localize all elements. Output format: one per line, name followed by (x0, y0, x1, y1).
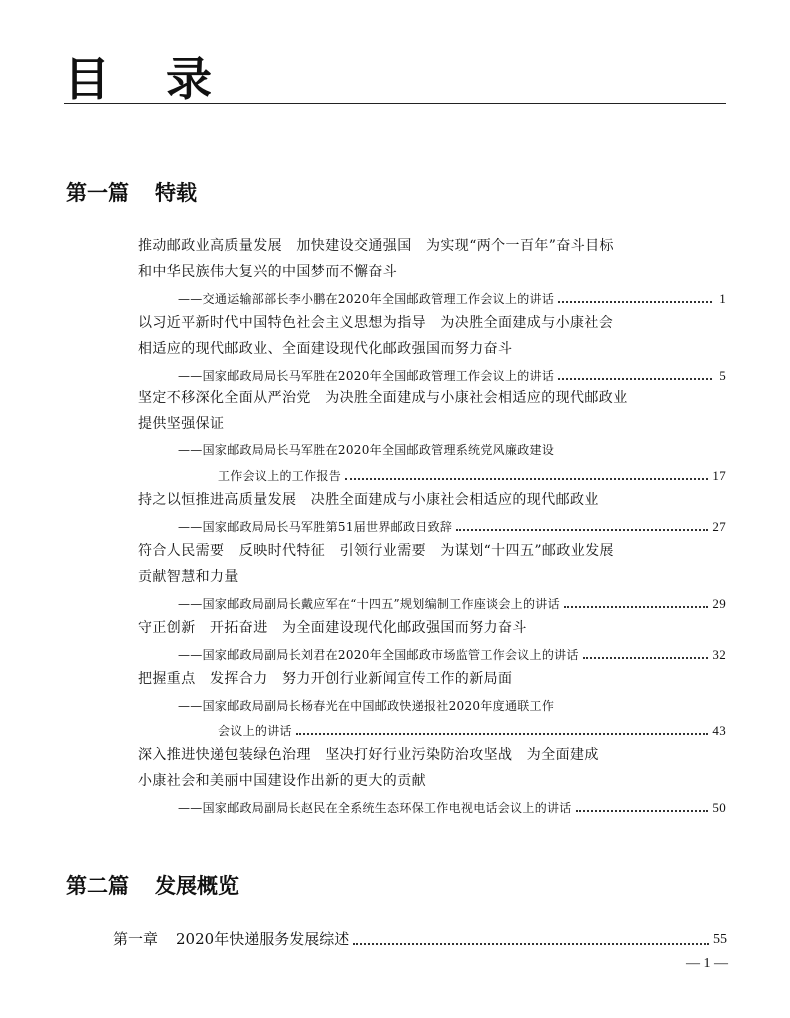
entry-author-line[interactable] (178, 289, 726, 305)
dot-leader (345, 478, 708, 480)
entry-title-line[interactable]: 贡献智慧和力量 (138, 569, 239, 585)
entry-author-line[interactable] (178, 696, 726, 712)
entry-title-line[interactable]: 符合人民需要 反映时代特征 引领行业需要 为谋划“十四五”邮政业发展 (138, 543, 614, 559)
author-text: ——国家邮政局副局长赵民在全系统生态环保工作电视电话会议上的讲话 (178, 801, 572, 815)
entry-author-line[interactable] (218, 721, 726, 737)
section-label: 第二篇 (66, 874, 129, 898)
entry-title-line[interactable]: 小康社会和美丽中国建设作出新的更大的贡献 (138, 773, 426, 789)
chapter-entry[interactable] (113, 929, 727, 947)
entry-title-line[interactable]: 以习近平新时代中国特色社会主义思想为指导 为决胜全面建成与小康社会 (138, 315, 614, 331)
page-number: 1 (719, 291, 726, 306)
page-title: 目 录 (64, 52, 233, 106)
entry-title-line[interactable]: 提供坚强保证 (138, 416, 225, 432)
section-title-2 (66, 876, 239, 897)
author-text: ——国家邮政局局长马军胜第51届世界邮政日致辞 (178, 520, 453, 534)
author-text: ——国家邮政局局长马军胜在2020年全国邮政管理系统党风廉政建设 (178, 443, 555, 457)
author-text: 会议上的讲话 (218, 724, 292, 738)
dot-leader (576, 810, 709, 812)
page-number: 5 (719, 368, 726, 383)
dot-leader (456, 529, 708, 531)
page-number: 55 (713, 932, 727, 947)
page-number: 32 (712, 647, 726, 662)
author-text: 工作会议上的工作报告 (218, 469, 342, 483)
entry-title-line[interactable]: 坚定不移深化全面从严治党 为决胜全面建成与小康社会相适应的现代邮政业 (138, 390, 628, 406)
author-text: ——国家邮政局局长马军胜在2020年全国邮政管理工作会议上的讲话 (178, 369, 555, 383)
page-number: 29 (712, 596, 726, 611)
entry-title-line[interactable]: 相适应的现代邮政业、全面建设现代化邮政强国而努力奋斗 (138, 341, 513, 357)
entry-author-line[interactable] (178, 440, 726, 456)
entry-title-line[interactable]: 守正创新 开拓奋进 为全面建设现代化邮政强国而努力奋斗 (138, 620, 527, 636)
entry-author-line[interactable] (178, 366, 726, 382)
author-text: ——交通运输部部长李小鹏在2020年全国邮政管理工作会议上的讲话 (178, 292, 555, 306)
chapter-name: 2020年快递服务发展综述 (176, 930, 350, 948)
section-title-1 (66, 183, 197, 204)
entry-author-line[interactable] (178, 798, 726, 814)
dot-leader (296, 733, 709, 735)
entry-title-line[interactable]: 深入推进快递包装绿色治理 坚决打好行业污染防治攻坚战 为全面建成 (138, 747, 599, 763)
entry-title-line[interactable]: 推动邮政业高质量发展 加快建设交通强国 为实现“两个一百年”奋斗目标 (138, 238, 614, 254)
entry-author-line[interactable] (218, 466, 726, 482)
section-name: 特载 (155, 181, 197, 205)
entry-title-line[interactable]: 把握重点 发挥合力 努力开创行业新闻宣传工作的新局面 (138, 671, 513, 687)
section-label: 第一篇 (66, 181, 129, 205)
dot-leader (583, 657, 709, 659)
section-name: 发展概览 (155, 874, 239, 898)
entry-author-line[interactable] (178, 594, 726, 610)
chapter-label: 第一章 (113, 930, 159, 948)
title-rule (64, 103, 726, 104)
footer-page-number: — 1 — (686, 956, 728, 971)
dot-leader (353, 943, 709, 945)
dot-leader (558, 301, 712, 303)
dot-leader (558, 378, 712, 380)
author-text: ——国家邮政局副局长杨春光在中国邮政快递报社2020年度通联工作 (178, 699, 555, 713)
entry-author-line[interactable] (178, 517, 726, 533)
page-number: 43 (712, 723, 726, 738)
page-number: 50 (712, 800, 726, 815)
entry-author-line[interactable] (178, 645, 726, 661)
entry-title-line[interactable]: 持之以恒推进高质量发展 决胜全面建成与小康社会相适应的现代邮政业 (138, 492, 599, 508)
entry-title-line[interactable]: 和中华民族伟大复兴的中国梦而不懈奋斗 (138, 264, 398, 280)
author-text: ——国家邮政局副局长戴应军在“十四五”规划编制工作座谈会上的讲话 (178, 597, 560, 611)
dot-leader (564, 606, 709, 608)
page-number: 27 (712, 519, 726, 534)
author-text: ——国家邮政局副局长刘君在2020年全国邮政市场监管工作会议上的讲话 (178, 648, 579, 662)
page-number: 17 (712, 468, 726, 483)
